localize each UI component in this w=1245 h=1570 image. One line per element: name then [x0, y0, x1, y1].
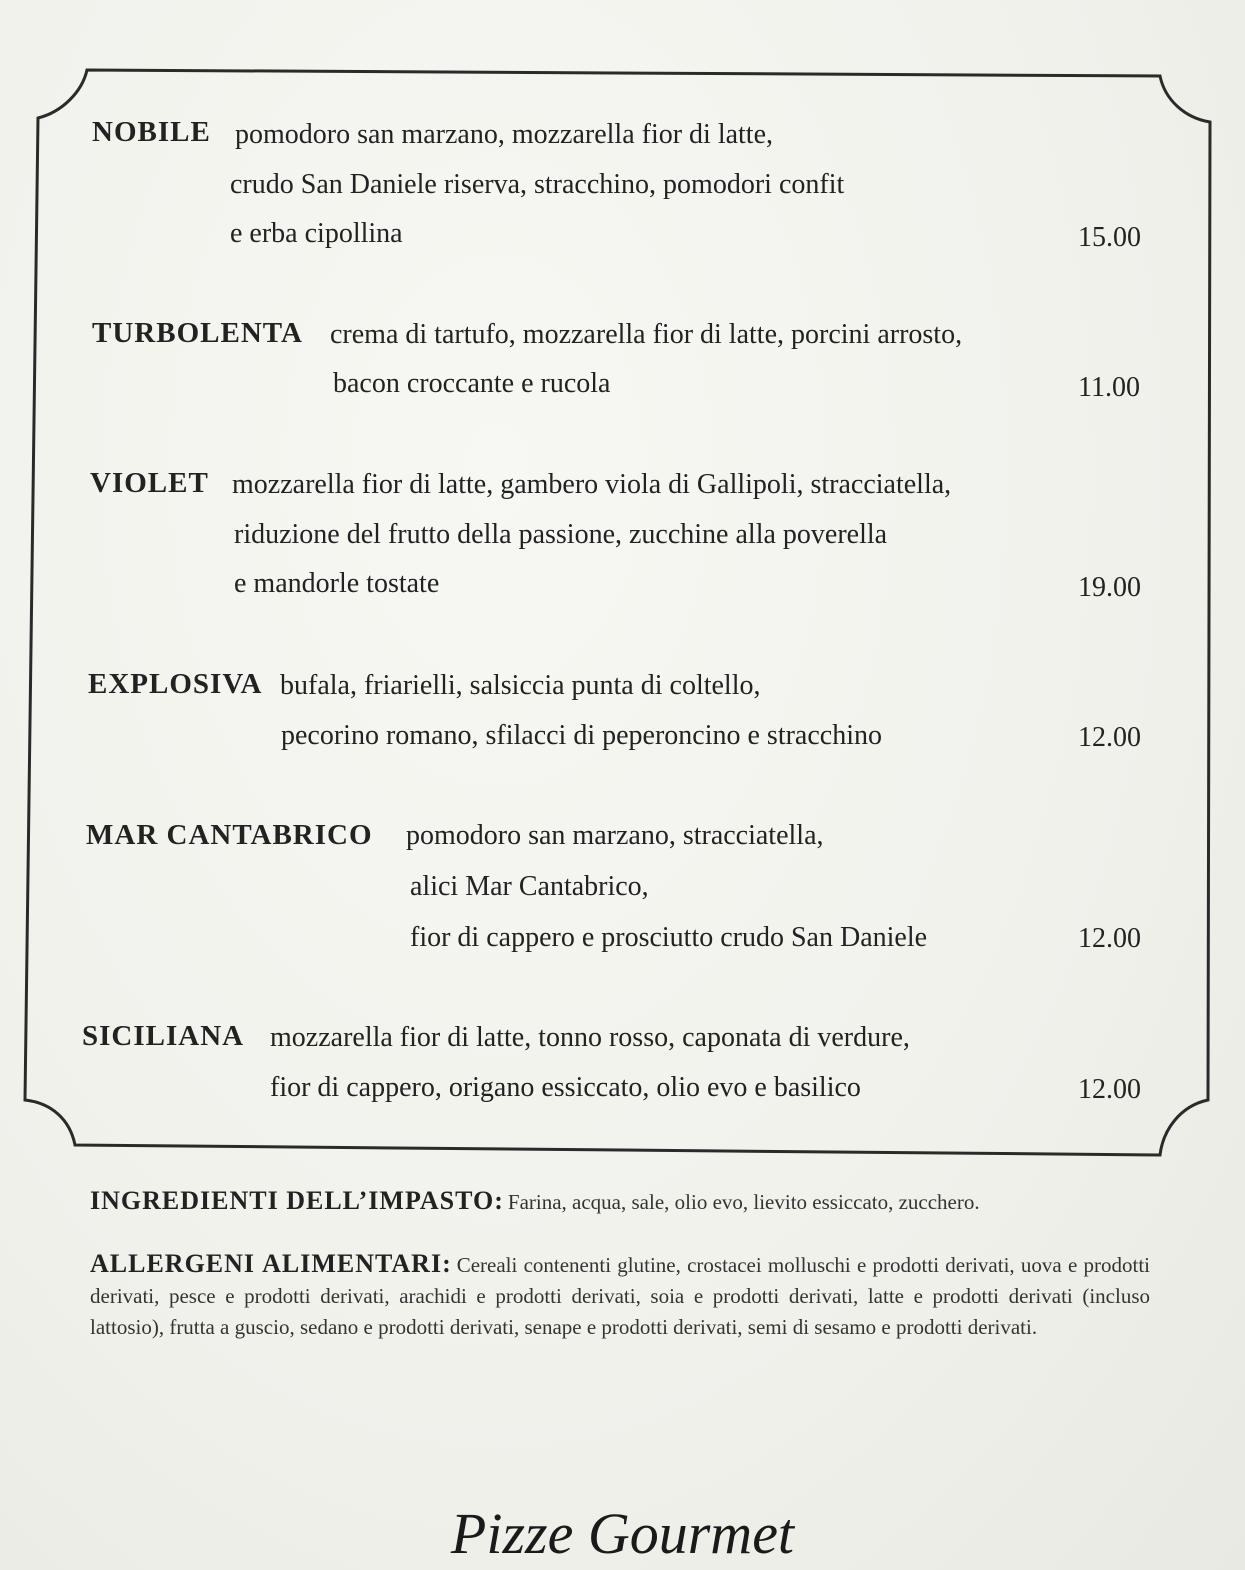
dough-ingredients-note	[90, 1186, 1150, 1216]
item-description-line: crudo San Daniele riserva, stracchino, pomodori confit	[230, 169, 845, 200]
dough-ingredients-label: INGREDIENTI DELL’IMPASTO:	[90, 1186, 504, 1215]
item-name: MAR CANTABRICO	[86, 819, 373, 851]
item-description-line: mozzarella fior di latte, tonno rosso, caponata di verdure,	[270, 1022, 910, 1053]
item-description-line: e mandorle tostate	[234, 568, 440, 599]
item-price: 11.00	[1078, 372, 1140, 403]
item-name: SICILIANA	[82, 1020, 245, 1052]
item-price: 19.00	[1078, 572, 1141, 603]
item-price: 12.00	[1078, 722, 1141, 753]
item-price: 12.00	[1078, 923, 1141, 954]
item-description-line: e erba cipollina	[230, 218, 403, 249]
item-name: VIOLET	[90, 467, 209, 499]
item-description-line: riduzione del frutto della passione, zucchine alla poverella	[234, 519, 888, 550]
item-description-line: pecorino romano, sfilacci di peperoncino e stracchino	[281, 720, 882, 751]
item-description-line: pomodoro san marzano, mozzarella fior di latte,	[235, 119, 774, 150]
item-description-line: fior di cappero, origano essiccato, olio evo e basilico	[270, 1072, 861, 1103]
allergens-text: Cereali contenenti glutine, crostacei molluschi e prodotti derivati, uova e prodotti derivati, pesce e prodotti derivati, arachidi e prodotti derivati, soia e prodotti derivati, latte e prodotti derivati (incluso lattosio), frutta a guscio, sedano e prodotti derivati, senape e prodotti derivati, semi di sesamo e prodotti derivati.	[90, 1253, 1151, 1339]
dough-ingredients-text: Farina, acqua, sale, olio evo, lievito essiccato, zucchero.	[507, 1190, 980, 1214]
item-description-line: bacon croccante e rucola	[333, 368, 611, 399]
item-name: EXPLOSIVA	[88, 668, 263, 700]
item-description-line: alici Mar Cantabrico,	[410, 871, 649, 902]
allergens-label: ALLERGENI ALIMENTARI:	[90, 1249, 452, 1278]
item-price: 12.00	[1078, 1074, 1141, 1105]
item-description-line: pomodoro san marzano, stracciatella,	[406, 820, 824, 851]
allergens-note	[90, 1249, 1150, 1344]
item-name: NOBILE	[92, 116, 211, 148]
item-description-line: fior di cappero e prosciutto crudo San Daniele	[410, 922, 928, 953]
item-description-line: mozzarella fior di latte, gambero viola di Gallipoli, stracciatella,	[232, 469, 952, 500]
item-name: TURBOLENTA	[92, 317, 303, 349]
item-price: 15.00	[1078, 222, 1141, 253]
item-description-line: crema di tartufo, mozzarella fior di latte, porcini arrosto,	[330, 319, 963, 350]
item-description-line: bufala, friarielli, salsiccia punta di coltello,	[280, 670, 761, 701]
menu-section-title: Pizze Gourmet	[450, 1501, 795, 1566]
